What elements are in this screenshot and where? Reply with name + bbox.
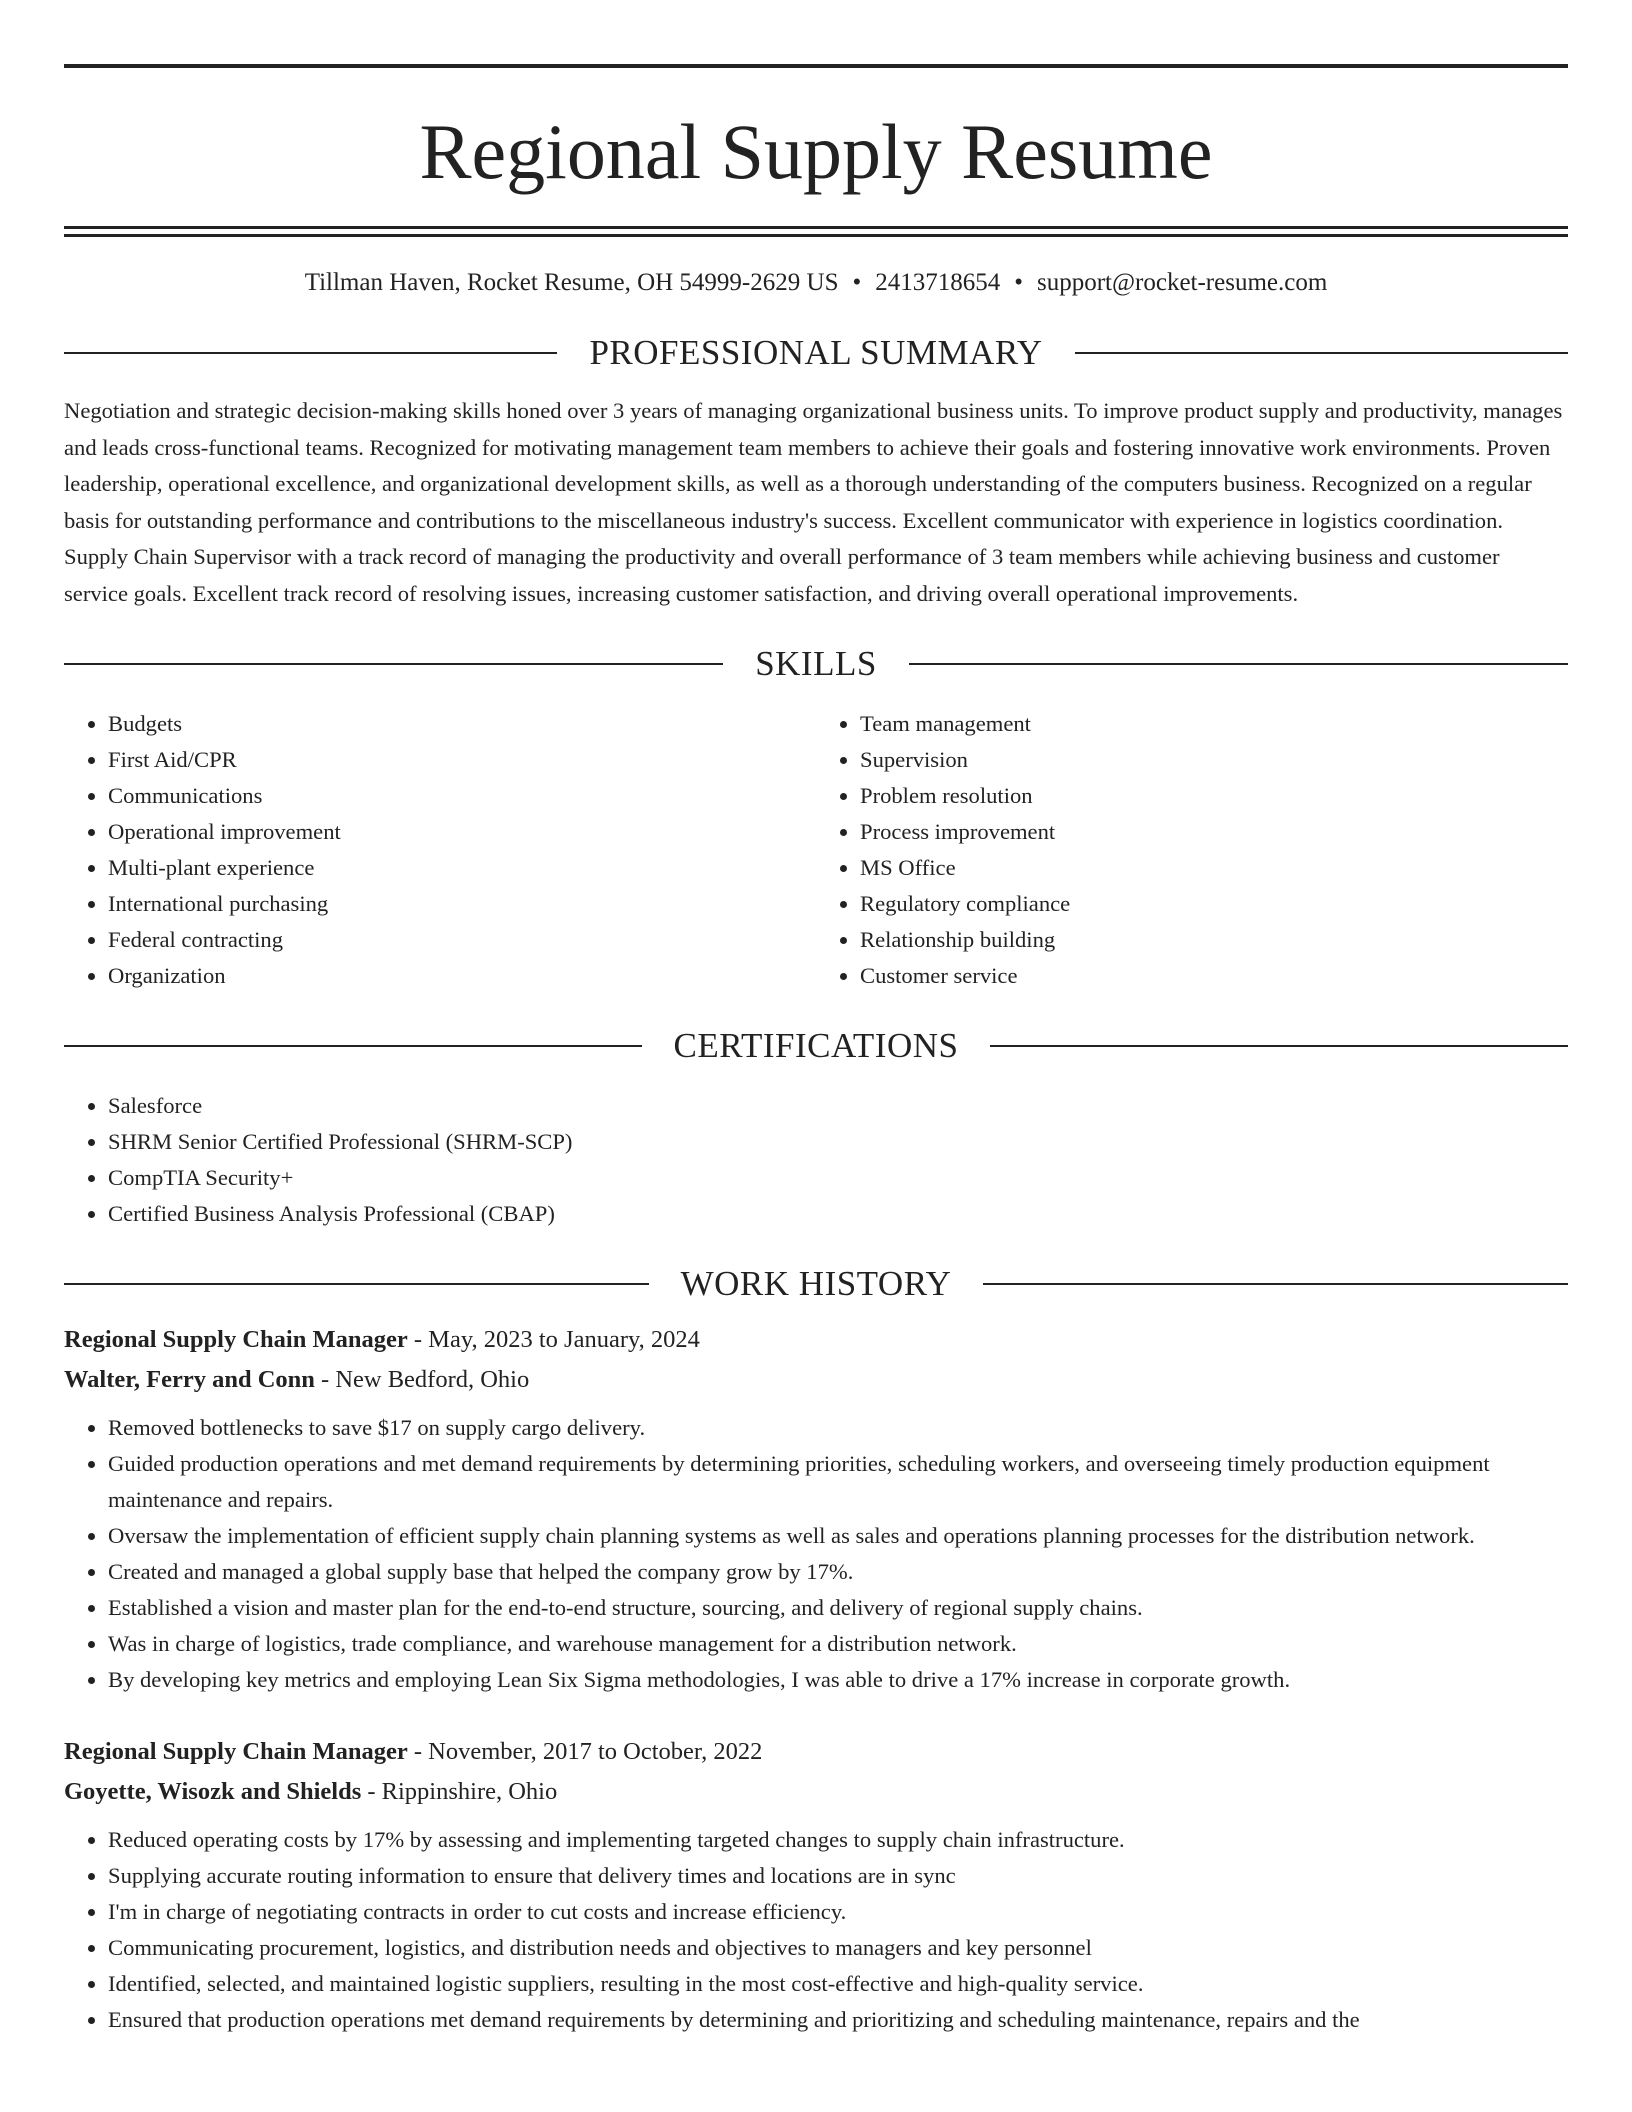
skill-item: • Budgets [108,706,816,742]
section-heading-work-history [64,1262,1568,1306]
skills-list-left [64,706,816,994]
duty-item: • I'm in charge of negotiating contracts in order to cut costs and increase efficiency. [108,1894,1568,1930]
top-rule [64,64,1568,68]
skill-item: • Regulatory compliance [860,886,1568,922]
duty-item: • Identified, selected, and maintained logistic suppliers, resulting in the most cost-effective and high-quality service. [108,1966,1568,2002]
section-heading-summary [64,331,1568,375]
duty-item: • Was in charge of logistics, trade compliance, and warehouse management for a distribution network. [108,1626,1568,1662]
duty-item: • Established a vision and master plan for the end-to-end structure, sourcing, and delivery of regional supply chains. [108,1590,1568,1626]
contact-line [64,265,1568,301]
heading-rule [990,1045,1568,1047]
skill-item: • Relationship building [860,922,1568,958]
job-duties-list [64,1410,1568,1698]
skills-list-right [816,706,1568,994]
heading-rule [909,663,1568,665]
section-title: PROFESSIONAL SUMMARY [589,333,1043,372]
contact-address: Tillman Haven, Rocket Resume, OH 54999-2629 US [304,269,839,296]
skill-item: • Supervision [860,742,1568,778]
job-company: Goyette, Wisozk and Shields [64,1778,362,1805]
duty-item: • Oversaw the implementation of efficient supply chain planning systems as well as sales and operations planning processes for the distribution network. [108,1518,1568,1554]
contact-separator: • [1014,269,1023,296]
section-title: CERTIFICATIONS [673,1026,959,1065]
heading-rule [64,1045,642,1047]
heading-rule [64,1283,649,1285]
certification-item: • Certified Business Analysis Professional (CBAP) [108,1196,1568,1232]
job-location: - New Bedford, Ohio [314,1366,530,1393]
skill-item: • Problem resolution [860,778,1568,814]
job-title: Regional Supply Chain Manager [64,1326,408,1353]
title-double-rule [64,226,1568,237]
job-dates: - May, 2023 to January, 2024 [407,1326,700,1353]
skill-item: • Customer service [860,958,1568,994]
job-title-line [64,1732,1568,1772]
section-heading-certifications [64,1024,1568,1068]
duty-item: • Supplying accurate routing information to ensure that delivery times and locations are in sync [108,1858,1568,1894]
skill-item: • First Aid/CPR [108,742,816,778]
certification-item: • CompTIA Security+ [108,1160,1568,1196]
skill-item: • MS Office [860,850,1568,886]
heading-rule [64,663,723,665]
duty-item: • By developing key metrics and employing Lean Six Sigma methodologies, I was able to drive a 17% increase in corporate growth. [108,1662,1568,1698]
duty-item: • Removed bottlenecks to save $17 on supply cargo delivery. [108,1410,1568,1446]
skill-item: • Process improvement [860,814,1568,850]
heading-rule [983,1283,1568,1285]
job-entry [64,1732,1568,2038]
resume-page [64,64,1568,2038]
heading-rule [1075,352,1568,354]
job-title: Regional Supply Chain Manager [64,1738,408,1765]
certifications-list [64,1088,1568,1232]
duty-item: • Ensured that production operations met demand requirements by determining and prioritizing and scheduling maintenance, repairs and the [108,2002,1568,2038]
job-duties-list [64,1822,1568,2038]
contact-separator: • [852,269,862,296]
duty-item: • Communicating procurement, logistics, and distribution needs and objectives to managers and key personnel [108,1930,1568,1966]
skill-item: • Operational improvement [108,814,816,850]
skill-item: • International purchasing [108,886,816,922]
job-dates: - November, 2017 to October, 2022 [407,1738,763,1765]
section-heading-skills [64,642,1568,686]
section-title: WORK HISTORY [680,1264,952,1303]
certification-item: • SHRM Senior Certified Professional (SHRM-SCP) [108,1124,1568,1160]
certification-item: • Salesforce [108,1088,1568,1124]
duty-item: • Created and managed a global supply base that helped the company grow by 17%. [108,1554,1568,1590]
skill-item: • Federal contracting [108,922,816,958]
job-location: - Rippinshire, Ohio [361,1778,558,1805]
duty-item: • Reduced operating costs by 17% by assessing and implementing targeted changes to supply chain infrastructure. [108,1822,1568,1858]
skill-item: • Team management [860,706,1568,742]
resume-title: Regional Supply Resume [419,108,1213,195]
skill-item: • Multi-plant experience [108,850,816,886]
heading-rule [64,352,557,354]
skill-item: • Organization [108,958,816,994]
job-company: Walter, Ferry and Conn [64,1366,315,1393]
section-title: SKILLS [755,644,877,683]
job-company-line [64,1772,1568,1812]
summary-text: Negotiation and strategic decision-making skills honed over 3 years of managing organizational business units. To improve product supply and productivity, manages and leads cross-functional teams. Recognized for motivating management team members to achieve their goals and fostering innovative work environments. Proven leadership, operational excellence, and organizational development skills, as well as a thorough understanding of the computers business. Recognized on a regular basis for outstanding performance and contributions to the miscellaneous industry's success. Excellent communicator with experience in logistics coordination. Supply Chain Supervisor with a track record of managing the productivity and overall performance of 3 team members while achieving business and customer service goals. Excellent track record of resolving issues, increasing customer satisfaction, and driving overall operational improvements. [64,398,1563,606]
job-company-line [64,1360,1568,1400]
skills-columns [64,706,1568,994]
skill-item: • Communications [108,778,816,814]
duty-item: • Guided production operations and met demand requirements by determining priorities, scheduling workers, and overseeing timely production equipment maintenance and repairs. [108,1446,1568,1518]
job-title-line [64,1320,1568,1360]
contact-phone: 2413718654 [875,269,1001,296]
job-entry [64,1320,1568,1698]
contact-email: support@rocket-resume.com [1037,269,1328,296]
